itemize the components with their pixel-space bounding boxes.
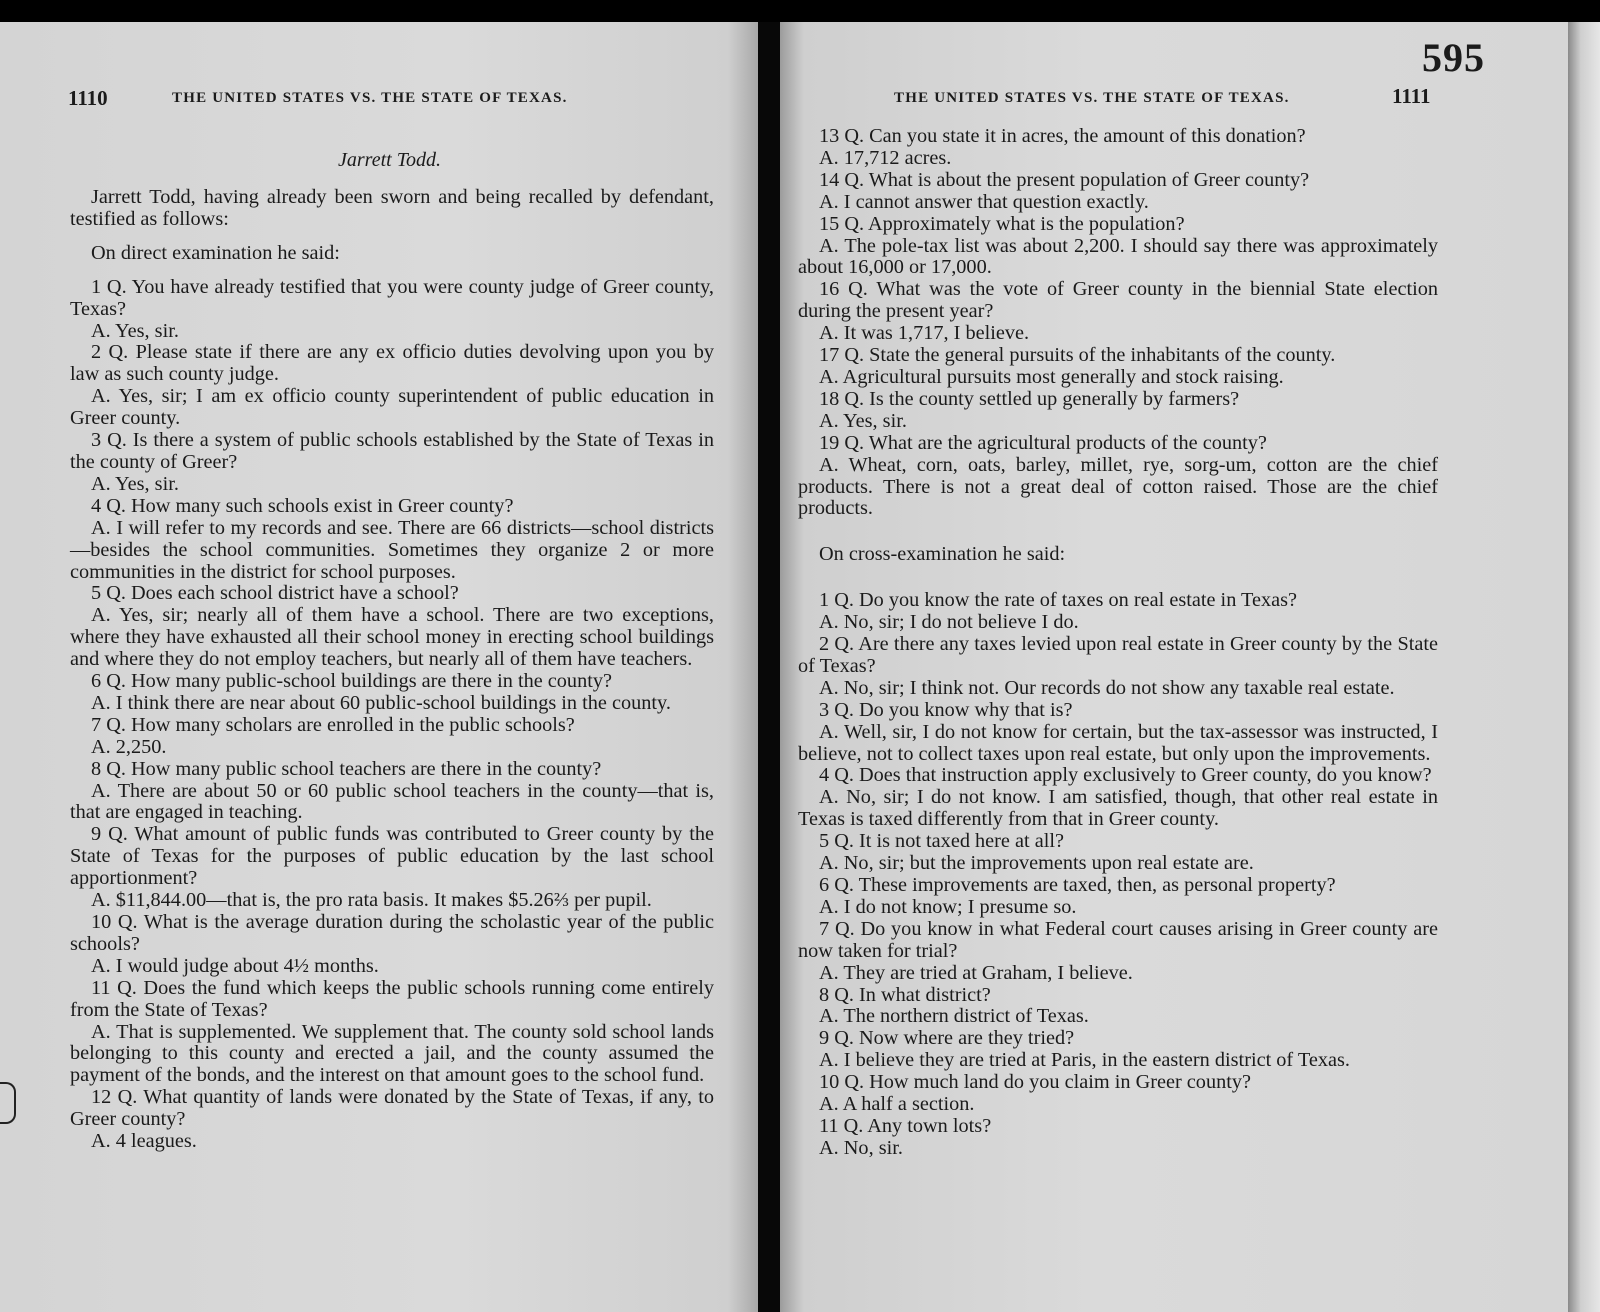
- testimony-line: A. Yes, sir; I am ex officio county superintendent of public education in Greer county.: [70, 385, 714, 430]
- testimony-line: 8 Q. In what district?: [819, 983, 991, 1006]
- testimony-line: A. A half a section.: [819, 1093, 975, 1116]
- testimony-line: A. No, sir; I think not. Our records do not show any taxable real estate.: [819, 676, 1395, 699]
- testimony-line: 13 Q. Can you state it in acres, the amount of this donation?: [819, 125, 1306, 147]
- testimony-line: 8 Q. How many public school teachers are there in the county?: [91, 757, 602, 780]
- testimony-line: 9 Q. Now where are they tried?: [819, 1027, 1075, 1050]
- testimony-line: 18 Q. Is the county settled up generally by farmers?: [819, 387, 1240, 410]
- testimony-line: A. Agricultural pursuits most generally and stock raising.: [819, 365, 1284, 388]
- right-running-header: THE UNITED STATES VS. THE STATE OF TEXAS.: [894, 90, 1290, 106]
- testimony-line: 1 Q. You have already testified that you were county judge of Greer county, Texas?: [70, 275, 714, 320]
- testimony-line: A. Yes, sir.: [819, 409, 907, 432]
- testimony-line: A. I cannot answer that question exactly.: [819, 190, 1149, 213]
- testimony-line: A. I will refer to my records and see. There are 66 districts—school districts—besides the school communities. Sometimes they organize 2 or more communities in the district for school purposes.: [70, 516, 714, 583]
- testimony-line: A. $11,844.00—that is, the pro rata basis. It makes $5.26⅔ per pupil.: [91, 889, 652, 912]
- left-page: [0, 22, 758, 1312]
- scan-right-edge: [1568, 22, 1600, 1312]
- testimony-line: A. There are about 50 or 60 public school teachers in the county—that is, that are engaged in teaching.: [70, 779, 714, 824]
- testimony-line: A. Wheat, corn, oats, barley, millet, rye, sorg-um, cotton are the chief products. There is not a great deal of cotton raised. Those are the chief products.: [798, 453, 1438, 520]
- testimony-line: 16 Q. What was the vote of Greer county in the biennial State election during the present year?: [798, 278, 1438, 323]
- testimony-line: 3 Q. Is there a system of public schools established by the State of Texas in the county of Greer?: [70, 429, 714, 473]
- testimony-line: A. I believe they are tried at Paris, in the eastern district of Texas.: [819, 1049, 1350, 1072]
- right-page-number: 1111: [1392, 84, 1431, 108]
- testimony-line: 11 Q. Any town lots?: [819, 1114, 992, 1137]
- testimony-line: 5 Q. It is not taxed here at all?: [819, 830, 1064, 853]
- testimony-line: A. The pole-tax list was about 2,200. I should say there was approximately about 16,000 or 17,000.: [798, 234, 1438, 279]
- left-running-header: THE UNITED STATES VS. THE STATE OF TEXAS.: [172, 90, 568, 106]
- testimony-line: 7 Q. Do you know in what Federal court causes arising in Greer county are now taken for trial?: [798, 917, 1438, 962]
- testimony-line: 3 Q. Do you know why that is?: [819, 698, 1073, 721]
- witness-intro: Jarrett Todd, having already been sworn and being recalled by defendant, testified as follows:: [70, 186, 714, 230]
- testimony-line: A. I think there are near about 60 public-school buildings in the county.: [91, 691, 671, 714]
- testimony-line: 2 Q. Are there any taxes levied upon real estate in Greer county by the State of Texas?: [798, 633, 1438, 677]
- testimony-line: 7 Q. How many scholars are enrolled in the public schools?: [91, 713, 575, 736]
- testimony-line: 12 Q. What quantity of lands were donated by the State of Texas, if any, to Greer county?: [70, 1086, 714, 1131]
- testimony-line: A. I would judge about 4½ months.: [91, 954, 379, 977]
- testimony-line: 5 Q. Does each school district have a school?: [91, 582, 459, 605]
- book-gutter: [758, 22, 780, 1312]
- testimony-line: 6 Q. These improvements are taxed, then, as personal property?: [819, 874, 1336, 896]
- testimony-line: 11 Q. Does the fund which keeps the public schools running come entirely from the State of Texas?: [70, 976, 714, 1021]
- cross-examination-heading: On cross-examination he said:: [819, 543, 1066, 566]
- testimony-line: A. Well, sir, I do not know for certain, but the tax-assessor was instructed, I believe, not to collect taxes upon real estate, but only upon the improvements.: [798, 720, 1438, 765]
- testimony-line: A. Yes, sir; nearly all of them have a school. There are two exceptions, where they have exhausted all their school money in erecting school buildings and where they do not employ teachers, but nearly all of them have teachers.: [70, 604, 714, 671]
- testimony-line: A. No, sir.: [819, 1136, 903, 1159]
- testimony-line: A. They are tried at Graham, I believe.: [819, 961, 1133, 984]
- testimony-line: A. 4 leagues.: [91, 1130, 197, 1153]
- testimony-line: 1 Q. Do you know the rate of taxes on real estate in Texas?: [819, 589, 1298, 612]
- testimony-line: A. No, sir; I do not believe I do.: [819, 611, 1079, 634]
- testimony-line: A. Yes, sir.: [91, 319, 179, 342]
- testimony-line: A. That is supplemented. We supplement that. The county sold school lands belonging to this county and erected a jail, and the county assumed the payment of the bonds, and the interest on that amount goes to the school fund.: [70, 1020, 714, 1087]
- testimony-line: 9 Q. What amount of public funds was contributed to Greer county by the State of Texas for the purposes of public education by the last school apportionment?: [70, 823, 714, 890]
- testimony-line: 15 Q. Approximately what is the population?: [819, 212, 1185, 235]
- direct-examination-heading: On direct examination he said:: [91, 241, 340, 264]
- left-page-text: [70, 187, 714, 1153]
- testimony-line: A. I do not know; I presume so.: [819, 895, 1077, 918]
- testimony-line: 10 Q. What is the average duration during the scholastic year of the public schools?: [70, 911, 714, 955]
- witness-title: Jarrett Todd.: [338, 149, 441, 171]
- testimony-line: A. 17,712 acres.: [819, 146, 952, 169]
- testimony-line: 17 Q. State the general pursuits of the inhabitants of the county.: [819, 344, 1336, 367]
- stamped-page-number: 595: [1422, 35, 1485, 80]
- testimony-line: A. Yes, sir.: [91, 472, 179, 495]
- right-page: [780, 22, 1568, 1312]
- testimony-line: A. No, sir; but the improvements upon real estate are.: [819, 852, 1254, 875]
- right-page-text: [798, 126, 1438, 1160]
- testimony-line: 4 Q. Does that instruction apply exclusively to Greer county, do you know?: [819, 764, 1432, 787]
- testimony-line: 4 Q. How many such schools exist in Greer county?: [91, 494, 514, 517]
- binding-clip-mark: [0, 1082, 16, 1124]
- testimony-line: 2 Q. Please state if there are any ex officio duties devolving upon you by law as such county judge.: [70, 341, 714, 386]
- testimony-line: 6 Q. How many public-school buildings are there in the county?: [91, 670, 612, 693]
- testimony-line: A. The northern district of Texas.: [819, 1005, 1089, 1028]
- testimony-line: A. No, sir; I do not know. I am satisfied, though, that other real estate in Texas is taxed differently from that in Greer county.: [798, 786, 1438, 831]
- testimony-line: 14 Q. What is about the present population of Greer county?: [819, 168, 1310, 191]
- left-page-number: 1110: [68, 86, 108, 110]
- scan-top-border: [0, 0, 1600, 22]
- testimony-line: A. It was 1,717, I believe.: [819, 322, 1030, 345]
- testimony-line: 19 Q. What are the agricultural products of the county?: [819, 431, 1267, 454]
- testimony-line: A. 2,250.: [91, 735, 167, 758]
- testimony-line: 10 Q. How much land do you claim in Greer county?: [819, 1071, 1251, 1094]
